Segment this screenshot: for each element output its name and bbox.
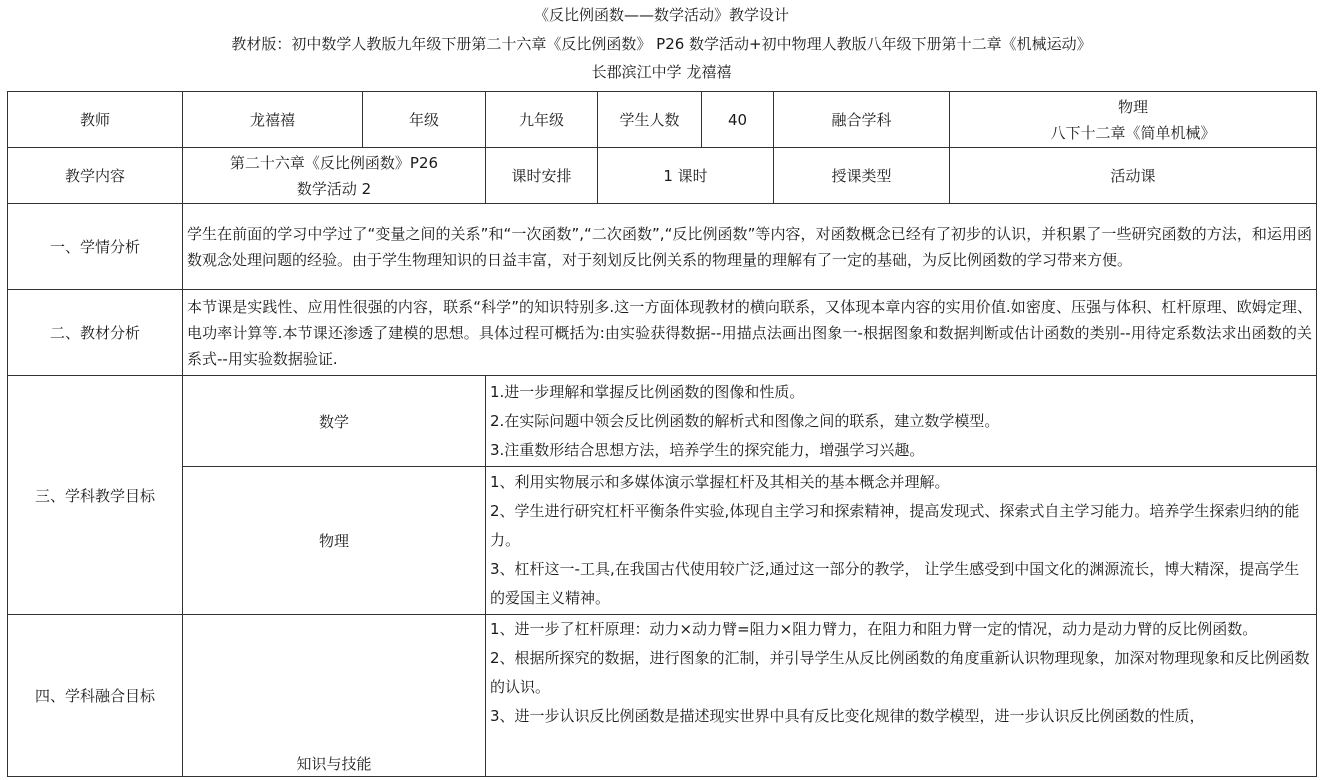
content-value-line1: 第二十六章《反比例函数》P26: [229, 153, 439, 172]
document-title: 《反比例函数——数学活动》教学设计: [533, 6, 789, 24]
document-author: 长郡滨江中学 龙禧禧: [591, 63, 732, 81]
lesson-plan-table: [7, 91, 1317, 777]
integration-goals: [486, 615, 1317, 777]
subject-goals-physics-row: [8, 467, 1317, 615]
teacher-value: 龙禧禧: [183, 92, 363, 148]
schedule-value: 1 课时: [598, 148, 774, 204]
learner-analysis-row: [8, 204, 1317, 290]
learner-analysis-label: 一、学情分析: [8, 204, 183, 290]
subject-goals-math-row: [8, 376, 1317, 467]
type-label: 授课类型: [774, 148, 950, 204]
document-subtitle: 教材版：初中数学人教版九年级下册第二十六章《反比例函数》 P26 数学活动+初中物理人教版八年级下册第十二章《机械运动》: [231, 35, 1092, 53]
integration-goals-label: 四、学科融合目标: [8, 615, 183, 777]
students-label: 学生人数: [598, 92, 702, 148]
integration-goal-item: 2、根据所探究的数据，进行图象的汇制，并引导学生从反比例函数的角度重新认识物理现象，加深对物理现象和反比例函数的认识。: [490, 649, 1310, 696]
content-row: [8, 148, 1317, 204]
physics-goal-item: 2、学生进行研究杠杆平衡条件实验,体现自主学习和探索精神，提高发现式、探索式自主学习能力。培养学生探索归纳的能力。: [490, 502, 1300, 549]
subject-value-line1: 物理: [1117, 97, 1148, 116]
schedule-label: 课时安排: [486, 148, 598, 204]
knowledge-skills-label: 知识与技能: [183, 615, 486, 777]
grade-label: 年级: [363, 92, 486, 148]
physics-label: 物理: [183, 467, 486, 615]
content-label: 教学内容: [8, 148, 183, 204]
type-value: 活动课: [950, 148, 1317, 204]
grade-value: 九年级: [486, 92, 598, 148]
content-value-line2: 数学活动 2: [296, 179, 372, 198]
learner-analysis-text: 学生在前面的学习中学过了“变量之间的关系”和“一次函数”,“二次函数”,“反比例函数”等内容，对函数概念已经有了初步的认识，并积累了一些研究函数的方法，和运用函数观念处理问题的经验。由于学生物理知识的日益丰富，对于刻划反比例关系的物理量的理解有了一定的基础，为反比例函数的学习带来方便。: [183, 204, 1317, 290]
subject-label: 融合学科: [774, 92, 950, 148]
math-goals: [486, 376, 1317, 467]
teacher-label: 教师: [8, 92, 183, 148]
textbook-analysis-label: 二、教材分析: [8, 290, 183, 376]
info-row: [8, 92, 1317, 148]
physics-goal-item: 1、利用实物展示和多媒体演示掌握杠杆及其相关的基本概念并理解。: [490, 473, 950, 491]
integration-goals-row: [8, 615, 1317, 777]
students-value: 40: [702, 92, 774, 148]
math-goal-item: 3.注重数形结合思想方法，培养学生的探究能力，增强学习兴趣。: [490, 440, 925, 459]
math-label: 数学: [183, 376, 486, 467]
math-goal-item: 2.在实际问题中领会反比例函数的解析式和图像之间的联系，建立数学模型。: [490, 411, 1000, 430]
content-value: [183, 148, 486, 204]
textbook-analysis-text: 本节课是实践性、应用性很强的内容，联系“科学”的知识特别多.这一方面体现教材的横向联系，又体现本章内容的实用价值.如密度、压强与体积、杠杆原理、欧姆定理、电功率计算等.本节课还渗透了建模的思想。具体过程可概括为:由实验获得数据--用描点法画出图象一-根据图象和数据判断或估计函数的类别--用待定系数法求出函数的关系式--用实验数据验证.: [183, 290, 1317, 376]
subject-value: [950, 92, 1317, 148]
integration-goal-item: 3、进一步认识反比例函数是描述现实世界中具有反比变化规律的数学模型，进一步认识反比例函数的性质，: [490, 707, 1205, 725]
physics-goal-item: 3、杠杆这一-工具,在我国古代使用较广泛,通过这一部分的教学， 让学生感受到中国文化的渊源流长，博大精深，提高学生的爱国主义精神。: [490, 560, 1300, 607]
integration-goal-item: 1、进一步了杠杆原理：动力×动力臂=阻力×阻力臂力，在阻力和阻力臂一定的情况，动力是动力臂的反比例函数。: [490, 620, 1258, 638]
physics-goals: [486, 467, 1317, 615]
subject-value-line2: 八下十二章《简单机械》: [1050, 123, 1216, 142]
textbook-analysis-row: [8, 290, 1317, 376]
math-goal-item: 1.进一步理解和掌握反比例函数的图像和性质。: [490, 382, 805, 401]
subject-goals-label: 三、学科教学目标: [8, 376, 183, 615]
